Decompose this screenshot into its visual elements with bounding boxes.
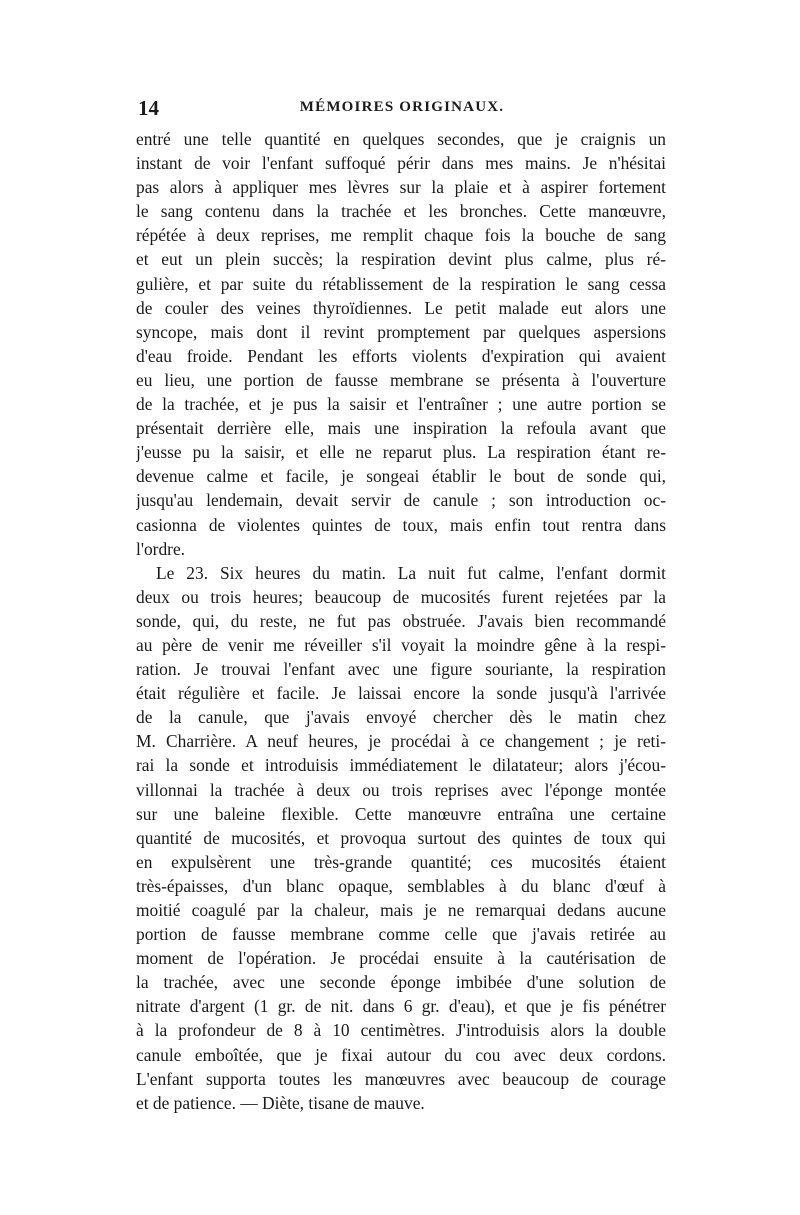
text-line: de couler des veines thyroïdiennes. Le petit malade eut alors une (136, 297, 666, 318)
text-line: et de patience. — Diète, tisane de mauve. (136, 1092, 425, 1113)
text-line: et eut un plein succès; la respiration devint plus calme, plus ré- (136, 249, 666, 270)
text-line: villonnai la trachée à deux ou trois reprises avec l'éponge montée (136, 779, 666, 800)
text-line: deux ou trois heures; beaucoup de mucosités furent rejetées par la (136, 586, 666, 607)
text-line: sur une baleine flexible. Cette manœuvre entraîna une certaine (136, 803, 666, 824)
text-line: gulière, et par suite du rétablissement de la respiration le sang cessa (136, 273, 666, 294)
text-line: Le 23. Six heures du matin. La nuit fut calme, l'enfant dormit (156, 562, 666, 583)
text-line: casionna de violentes quintes de toux, mais enfin tout rentra dans (136, 514, 666, 535)
text-line: ration. Je trouvai l'enfant avec une figure souriante, la respiration (136, 659, 666, 680)
paragraph (136, 127, 666, 561)
text-line: portion de fausse membrane comme celle que j'avais retirée au (136, 924, 666, 945)
text-line: moment de l'opération. Je procédai ensuite à la cautérisation de (136, 948, 666, 969)
text-line: pas alors à appliquer mes lèvres sur la plaie et à aspirer fortement (136, 177, 666, 198)
text-line: quantité de mucosités, et provoqua surtout des quintes de toux qui (136, 827, 666, 848)
text-line: répétée à deux reprises, me remplit chaque fois la bouche de sang (136, 225, 666, 246)
text-line: j'eusse pu la saisir, et elle ne reparut plus. La respiration étant re- (136, 442, 666, 463)
text-line: rai la sonde et introduisis immédiatement le dilatateur; alors j'écou- (136, 755, 666, 776)
page-header (138, 96, 666, 126)
text-line: moitié coagulé par la chaleur, mais je ne remarquai dedans aucune (136, 900, 666, 920)
text-line: jusqu'au lendemain, devait servir de canule ; son introduction oc- (136, 490, 666, 511)
text-line: le sang contenu dans la trachée et les bronches. Cette manœuvre, (136, 201, 666, 222)
text-line: était régulière et facile. Je laissai encore la sonde jusqu'à l'arrivée (136, 683, 666, 704)
paragraph (136, 561, 666, 1115)
text-line: présentait derrière elle, mais une inspiration la refoula avant que (136, 418, 666, 439)
text-line: syncope, mais dont il revint promptement par quelques aspersions (136, 321, 666, 342)
text-line: au père de venir me réveiller s'il voyait la moindre gêne à la respi- (136, 634, 666, 655)
running-title: MÉMOIRES ORIGINAUX. (299, 99, 505, 115)
text-line: en expulsèrent une très-grande quantité; ces mucosités étaient (136, 851, 666, 872)
text-line: sonde, qui, du reste, ne fut pas obstruée. J'avais bien recommandé (136, 610, 666, 631)
text-line: très-épaisses, d'un blanc opaque, semblables à du blanc d'œuf à (136, 875, 666, 896)
text-line: de la canule, que j'avais envoyé chercher dès le matin chez (136, 707, 666, 728)
page-number: 14 (138, 96, 159, 120)
body-text (136, 127, 666, 1115)
text-line: de la trachée, et je pus la saisir et l'entraîner ; une autre portion se (136, 394, 666, 415)
text-line: eu lieu, une portion de fausse membrane se présenta à l'ouverture (136, 369, 666, 390)
text-line: nitrate d'argent (1 gr. de nit. dans 6 gr. d'eau), et que je fis pénétrer (136, 996, 666, 1017)
text-line: canule emboîtée, que je fixai autour du cou avec deux cordons. (136, 1044, 666, 1065)
text-line: L'enfant supporta toutes les manœuvres avec beaucoup de courage (136, 1068, 666, 1089)
text-line: instant de voir l'enfant suffoqué périr dans mes mains. Je n'hésitai (136, 153, 666, 174)
text-line: entré une telle quantité en quelques secondes, que je craignis un (136, 129, 666, 149)
text-line: d'eau froide. Pendant les efforts violents d'expiration qui avaient (136, 345, 666, 366)
text-line: à la profondeur de 8 à 10 centimètres. J'introduisis alors la double (136, 1020, 666, 1041)
text-line: devenue calme et facile, je songeai établir le bout de sonde qui, (136, 466, 666, 487)
text-line: la trachée, avec une seconde éponge imbibée d'une solution de (136, 972, 666, 993)
text-line: M. Charrière. A neuf heures, je procédai à ce changement ; je reti- (136, 731, 666, 752)
text-line: l'ordre. (136, 538, 186, 559)
